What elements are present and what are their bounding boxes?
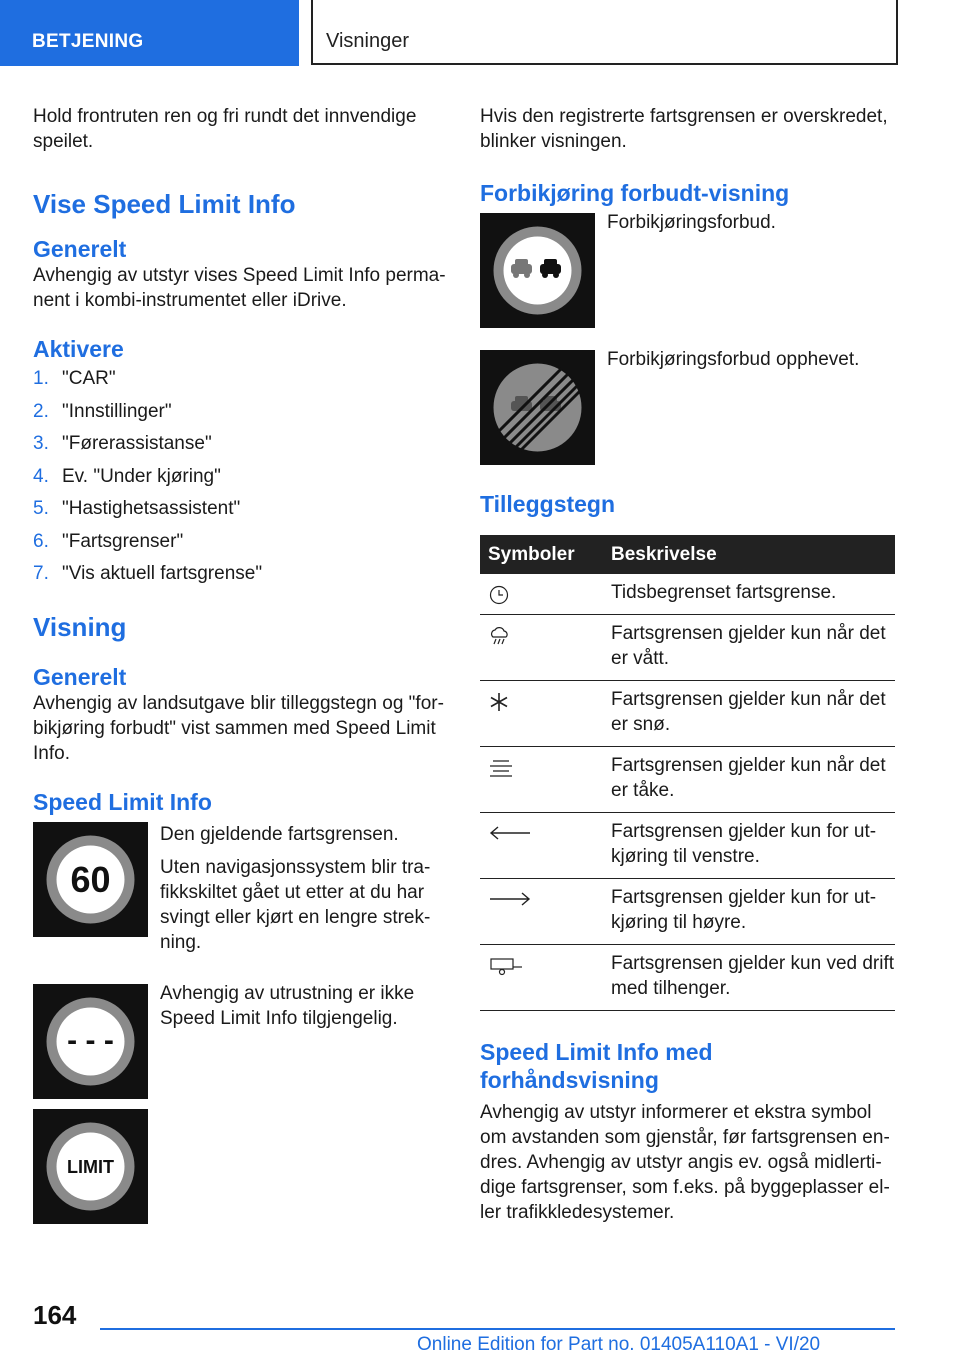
clock-icon xyxy=(488,584,510,606)
row-description: Fartsgrensen gjelder kun for utkjøring til høyre. xyxy=(611,879,895,945)
table-header-row xyxy=(480,535,895,574)
end-no-overtaking-sign xyxy=(480,350,595,465)
table-row xyxy=(480,813,895,879)
row-description: Fartsgrensen gjelder kun ved drift med tilhenger. xyxy=(611,945,895,1011)
edition-text: Online Edition for Part no. 01405A110A1 - VI/20 xyxy=(417,1334,821,1355)
arrow-right-icon xyxy=(488,889,532,909)
list-item: 4. Ev. "Under kjøring" xyxy=(33,465,221,487)
list-item: 7. "Vis aktuell fartsgrense" xyxy=(33,563,263,584)
list-item: 1. "CAR" xyxy=(33,368,116,389)
sign-limit-text: LIMIT xyxy=(67,1156,114,1177)
chapter-title: Visninger xyxy=(326,30,410,52)
limit-sign-graphic xyxy=(33,1109,148,1224)
heading-vise-speed-limit: Vise Speed Limit Info xyxy=(33,189,296,219)
overtake-end-text: Forbikjøringsforbud opphevet. xyxy=(607,349,860,370)
supplementary-signs-table xyxy=(480,535,895,1011)
sign-speed-number: 60 xyxy=(70,858,111,900)
steps-list xyxy=(33,363,451,591)
unavailable-text: Avhengig av utrustning er ikke Speed Limit Info tilgjengelig. xyxy=(160,982,415,1029)
list-item: 2. "Innstillinger" xyxy=(33,400,172,422)
heading-speed-limit-info: Speed Limit Info xyxy=(33,788,212,815)
section-label: BETJENING xyxy=(32,31,144,52)
heading-visning: Visning xyxy=(33,611,127,642)
preview-text: Avhengig av utstyr informerer et ekstra symbol om avstanden som gjenstår, før fartsgrensen endres. Avhengig av utstyr angis ev. også midlertidige fartsgrenser, som f.eks. på byggeplasser eller trafikkledesystemer. xyxy=(480,1102,890,1223)
sign-row-overtake-end xyxy=(480,350,895,465)
section-tab xyxy=(0,0,299,66)
generelt-2-text: Avhengig av landsutgave blir tilleggstegn og "forbikjøring forbudt" vist sammen med Speed Limit Info. xyxy=(33,692,444,764)
footer-divider xyxy=(100,1328,895,1330)
left-column xyxy=(33,104,451,1224)
sign-row-overtake xyxy=(480,213,895,328)
page-number: 164 xyxy=(33,1300,77,1330)
snowflake-icon xyxy=(488,691,510,713)
sign-dash-description xyxy=(160,984,451,1099)
limit-sign xyxy=(33,1109,148,1224)
no-overtaking-graphic xyxy=(480,213,595,328)
intro-text: Hold frontruten ren og fri rundt det innvendige speilet. xyxy=(33,106,417,152)
chapter-header xyxy=(311,0,898,65)
generelt-1-text: Avhengig av utstyr vises Speed Limit Info permanent i kombi-instrumentet eller iDrive. xyxy=(33,265,446,311)
column-header-description: Beskrivelse xyxy=(611,535,895,574)
heading-tilleggstegn: Tilleggstegn xyxy=(480,491,616,517)
row-description: Fartsgrensen gjelder kun for utkjøring til venstre. xyxy=(611,813,895,879)
sign-row-60 xyxy=(33,822,451,955)
table-row xyxy=(480,574,895,615)
sign-60-description xyxy=(160,822,451,955)
right-column xyxy=(480,104,895,1225)
no-nav-text: Uten navigasjonssystem blir trafikkskiltet gået ut etter at du har svingt eller kjørt en lengre strekning. xyxy=(160,856,431,953)
sign-row-limit xyxy=(33,1109,451,1224)
trailer-icon xyxy=(488,955,524,977)
fog-icon xyxy=(488,757,514,779)
exceeded-text: Hvis den registrerte fartsgrensen er overskredet, blinker visningen. xyxy=(480,106,888,152)
overtake-end-description xyxy=(607,350,895,465)
heading-generelt-1: Generelt xyxy=(33,236,127,262)
list-item: 6. "Fartsgrenser" xyxy=(33,530,184,552)
table-row xyxy=(480,681,895,747)
speed-sign-graphic xyxy=(33,822,148,937)
arrow-left-icon xyxy=(488,823,532,843)
sign-row-dash xyxy=(33,984,451,1099)
table-row xyxy=(480,615,895,681)
table-row xyxy=(480,945,895,1011)
end-no-overtaking-graphic xyxy=(480,350,595,465)
overtake-ban-text: Forbikjøringsforbud. xyxy=(607,212,776,233)
table-row xyxy=(480,747,895,813)
row-description: Tidsbegrenset fartsgrense. xyxy=(611,574,895,615)
no-overtaking-sign xyxy=(480,213,595,328)
sign-dash-text: - - - xyxy=(67,1023,114,1057)
column-header-symbols: Symboler xyxy=(480,535,611,574)
list-item: 3. "Førerassistanse" xyxy=(33,433,212,454)
row-description: Fartsgrensen gjelder kun når det er tåke. xyxy=(611,747,895,813)
dash-sign-graphic xyxy=(33,984,148,1099)
heading-generelt-2: Generelt xyxy=(33,663,127,690)
speed-limit-unknown-sign xyxy=(33,984,148,1099)
table-row xyxy=(480,879,895,945)
overtake-description xyxy=(607,213,895,328)
current-limit-text: Den gjeldende fartsgrensen. xyxy=(160,823,399,845)
list-item: 5. "Hastighetsassistent" xyxy=(33,498,241,519)
heading-aktivere: Aktivere xyxy=(33,336,124,362)
heading-forbikjoring: Forbikjøring forbudt-visning xyxy=(480,180,790,206)
heading-preview: Speed Limit Info med forhåndsvisning xyxy=(480,1039,713,1093)
row-description: Fartsgrensen gjelder kun når det er vått. xyxy=(611,615,895,681)
rain-cloud-icon xyxy=(488,625,512,647)
speed-limit-60-sign xyxy=(33,822,148,937)
row-description: Fartsgrensen gjelder kun når det er snø. xyxy=(611,681,895,747)
